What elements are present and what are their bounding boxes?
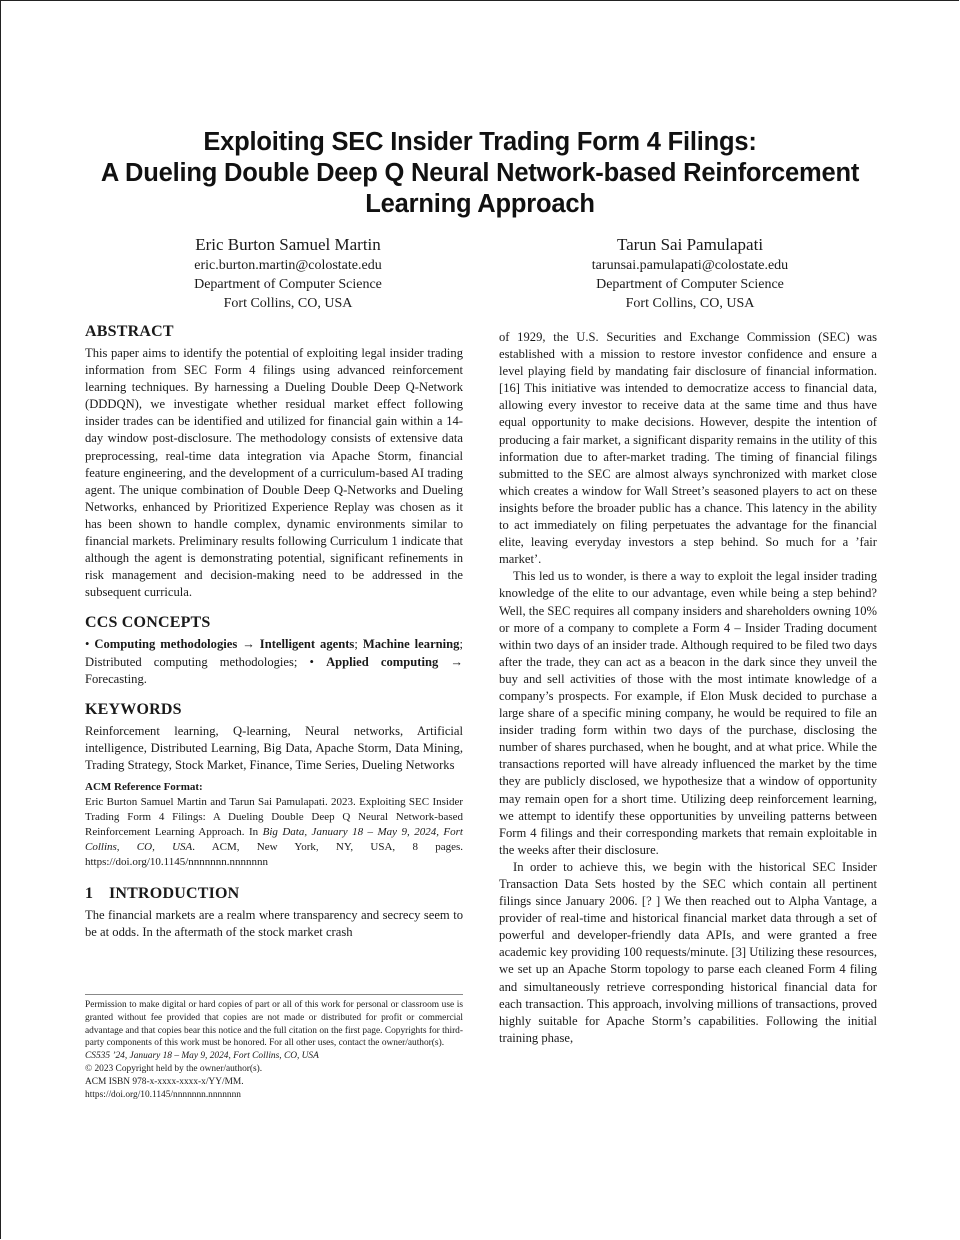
ccs-concept: Machine learning	[362, 637, 460, 652]
author-name: Eric Burton Samuel Martin	[195, 235, 381, 254]
ccs-concept: Forecasting.	[85, 671, 147, 686]
keywords-section	[85, 700, 463, 774]
permission-text: Permission to make digital or hard copies of part or all of this work for personal or classroom use is granted without fee provided that copies are not made or distributed for profit or commercial advantage and that copies bear this notice and the full citation on the first page. Copyrights for third-party components of this work must be honored. For all other uses, contact the owner/author(s).	[85, 1000, 463, 1049]
author-block	[510, 234, 870, 313]
bullet: •	[85, 637, 90, 652]
keywords-text: Reinforcement learning, Q-learning, Neural networks, Artificial intelligence, Distributed Learning, Big Data, Apache Storm, Data Mining, Trading Strategy, Stock Market, Finance, Time Series, Dueling Networks	[85, 723, 463, 772]
introduction-paragraph: This led us to wonder, is there a way to exploit the legal insider trading knowledge of the elite to our advantage, even while being a step behind? Well, the SEC requires all company insiders and shareholders owning 10% or more of a company to complete a Form 4 – Insider Trading document within two days of an insider trade. Although required to be filed two days after the trade, they can act as a beacon in the dark since they unveil the buy and sell activities of those with the most intimate knowledge of a company’s prospects. For example, if Elon Musk decided to purchase a large share of a specific mining company, he would be required to file an insider trading form within two days of the purchase, disclosing the number of shares purchased, when he bought, and at what price. While the transactions reported will have already influenced the market by the time they are publicly disclosed, we hypothesize that a window of opportunity may remain open for a short time. Utilizing deep reinforcement learning, we attempt to identify these opportunities by unveiling patterns between Form 4 filings and their corresponding markets that remain exploitable in the weeks after their disclosure.	[499, 569, 877, 857]
bullet: •	[309, 654, 314, 669]
author-email: tarunsai.pamulapati@colostate.edu	[591, 258, 789, 273]
paper-title	[60, 127, 900, 220]
introduction-paragraph: of 1929, the U.S. Securities and Exchange Commission (SEC) was established with a mission to restore investor confidence and ensure a level playing field by mandating fair disclosure of financial information. [16] This initiative was intended to democratize access to financial data, allowing every investor to receive data at the same time and thus have equal opportunity to make decisions. However, despite the intention of producing a fair market, a significant disparity remains in the utility of this information due to after-market trading. The timing of financial filings submitted to the SEC are almost always synchronized with market close which creates a window for Wall Street’s seasoned players to act on these insights before the broader public has a chance. This latency in the ability to act immediately on filing perpetuates the advantage for the financial elite, leaving everyday investors a step behind. So much for a ’fair market’.	[499, 330, 877, 567]
conference-info: CS535 ’24, January 18 – May 9, 2024, Fort Collins, CO, USA	[85, 1051, 319, 1062]
author-location: Fort Collins, CO, USA	[223, 296, 353, 311]
keywords-heading: KEYWORDS	[85, 700, 182, 718]
ccs-text: • Computing methodologies → Intelligent agents; Machine learning; Distributed computing methodologies; • Applied computing → Forecasting.	[85, 637, 463, 686]
acm-reference	[85, 780, 463, 870]
left-column	[85, 322, 463, 941]
author-department: Department of Computer Science	[194, 277, 382, 292]
reference-part: . ACM, New York, NY, USA, 8 pages. https://doi.org/10.1145/nnnnnnn.nnnnnnn	[85, 840, 464, 868]
abstract-section	[85, 322, 463, 601]
abstract-heading: ABSTRACT	[85, 323, 174, 340]
acm-reference-text	[85, 795, 463, 870]
ccs-concept: Intelligent agents	[259, 637, 355, 652]
author-email: eric.burton.martin@colostate.edu	[194, 258, 382, 273]
introduction-heading	[85, 884, 463, 904]
introduction-paragraph: In order to achieve this, we begin with the historical SEC Insider Transaction Data Sets hosted by the SEC which contain all pertinent filings since January 2006. [? ] We then reached out to Alpha Vantage, a provider of real-time and historical financial market data through a set of powerful and developer-friendly data APIs, and were granted a free academic key providing 100 requests/minute. [3] Utilizing these resources, we set up an Apache Storm topology to parse each cleaned Form 4 filing and simultaneously retrieve corresponding historical financial data for each transaction. This approach, involving millions of transactions, proved highly suitable for Apache Storm’s capabilities. Following the initial training phase,	[499, 859, 877, 1045]
author-name: Tarun Sai Pamulapati	[616, 235, 764, 254]
author-department: Department of Computer Science	[596, 277, 784, 292]
title-line: Exploiting SEC Insider Trading Form 4 Filings:	[203, 128, 757, 156]
copyright-text: © 2023 Copyright held by the owner/author(s).	[85, 1063, 263, 1074]
copyright-footnote	[85, 994, 463, 1101]
ccs-section	[85, 613, 463, 687]
reference-part: Eric Burton Samuel Martin and Tarun Sai Pamulapati. 2023. Exploiting SEC Insider Trading Form 4 Filings: A Dueling Double Deep Q Neural Network-based Reinforcement Learning Approach. In	[85, 795, 463, 838]
arrow-icon: →	[242, 637, 255, 652]
isbn-text: ACM ISBN 978-x-xxxx-xxxx-x/YY/MM.	[85, 1076, 244, 1087]
title-line: Learning Approach	[365, 190, 595, 218]
ccs-rest: ; Distributed computing methodologies;	[85, 637, 463, 669]
author-block	[108, 234, 468, 313]
author-location: Fort Collins, CO, USA	[625, 296, 755, 311]
section-number: 1	[85, 884, 94, 902]
reference-venue: Big Data, January 18 – May 9, 2024, Fort Collins, CO, USA	[85, 825, 463, 853]
abstract-text: This paper aims to identify the potential of exploiting legal insider trading information from SEC Form 4 filings using advanced reinforcement learning techniques. By harnessing a Dueling Double Deep Q-Network (DDDQN), we investigate whether residual market effect following insider trades can be identified and utilized for financial gain within a 14-day window post-disclosure. The methodology consists of extensive data preprocessing, real-time data integration via Apache Storm, financial feature engineering, and the development of a curriculum-based AI trading agent. The unique combination of Double Deep Q-Networks and Dueling Networks, enhanced by Prioritized Experience Replay was chosen as it has been shown to handle complex, dynamic environments similar to financial markets. Preliminary results following Curriculum 1 indicate that although the agent is demonstrating potential, significant refinements in risk management and decision-making need to be addressed in the subsequent curricula.	[85, 346, 463, 600]
right-column	[499, 329, 877, 1047]
ccs-concept: Computing methodologies	[94, 637, 238, 652]
arrow-icon: →	[450, 654, 463, 669]
introduction-text: The financial markets are a realm where transparency and secrecy seem to be at odds. In the aftermath of the stock market crash	[85, 907, 463, 940]
doi-link[interactable]: https://doi.org/10.1145/nnnnnnn.nnnnnnn	[85, 1089, 241, 1100]
ccs-concept: Applied computing	[326, 654, 439, 669]
acm-reference-heading: ACM Reference Format:	[85, 780, 203, 793]
title-line: A Dueling Double Deep Q Neural Network-based Reinforcement	[100, 159, 860, 187]
section-title: INTRODUCTION	[109, 884, 240, 902]
ccs-heading: CCS CONCEPTS	[85, 614, 211, 632]
introduction-section	[85, 884, 463, 941]
